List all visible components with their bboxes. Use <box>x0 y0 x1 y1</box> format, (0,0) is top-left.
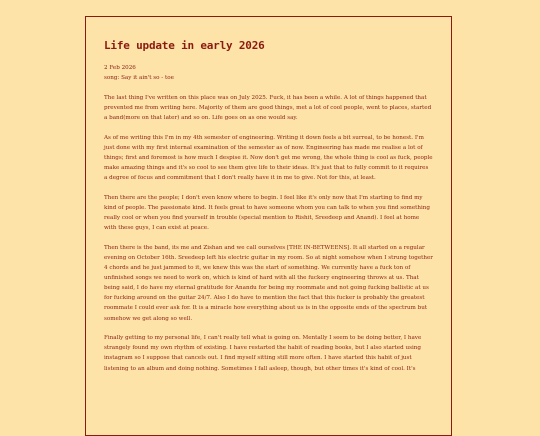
post-date: 2 Feb 2026 <box>104 65 136 71</box>
post-paragraph: The last thing I've written on this place was on July 2025. Fuck, it has been a while. A lot of things happened that prevented me from writing here. Majority of them are good things, met a lot of cool people, went to places, started a band(more on that later) and so on. Life goes on as one would say. <box>104 95 432 122</box>
post-meta <box>104 64 433 83</box>
blog-post-card <box>85 16 452 436</box>
post-paragraph: Then there is the band, its me and Zishan and we call ourselves [THE IN-BETWEENS]. It all started on a regular evening on October 16th. Sreedeep left his electric guitar in my room. So at night somehow when I strung together 4 chords and he just jammed to it, we knew this was the start of something. We currently have a fuck ton of unfinished songs we need to work on, which is kind of hard with all the fuckery engineering throws at us. That being said, I do have my eternal gratitude for Anandu for being my roommate and not going fucking ballistic at us for fucking around on the guitar 24/7. Also I do have to mention the fact that this fucker is probably the greatest roommate I could ever ask for. It is a miracle how everything about us is in the opposite ends of the spectrum but somehow we get along so well. <box>104 244 433 322</box>
post-paragraph: As of me writing this I'm in my 4th semester of engineering. Writing it down feels a bit surreal, to be honest. I'm just done with my first internal examination of the semester as of now. Engineering has made me realise a lot of things; first and foremost is how much I despise it. Now don't get me wrong, the whole thing is cool as fuck, people make amazing things and it's so cool to see them give life to their ideas. It's just that to fully commit to it requires a degree of focus and commitment that I don't really have it in me to give. Not for this, at least. <box>104 134 433 182</box>
post-paragraph: Finally getting to my personal life, I can't really tell what is going on. Mentally I seem to be doing better, I have strangely found my own rhythm of existing. I have restarted the habit of reading books, but I also started using instagram so I suppose that cancels out. I find myself sitting still more often. I have started this habit of just listening to an album and doing nothing. Sometimes I fall asleep, though, but other times it's kind of cool. It's <box>104 335 422 372</box>
post-song: song: Say it ain't so - toe <box>104 74 174 81</box>
post-paragraph: Then there are the people; I don't even know where to begin. I feel like it's only now that I'm starting to find my kind of people. The passionate kind. It feels great to have someone whom you can talk to when you find something really cool or when you find yourself in trouble (special mention to Rishit, Sreedeep and Anand). I feel at home with these guys, I can exist at peace. <box>104 194 430 232</box>
post-title: Life update in early 2026 <box>104 39 265 52</box>
